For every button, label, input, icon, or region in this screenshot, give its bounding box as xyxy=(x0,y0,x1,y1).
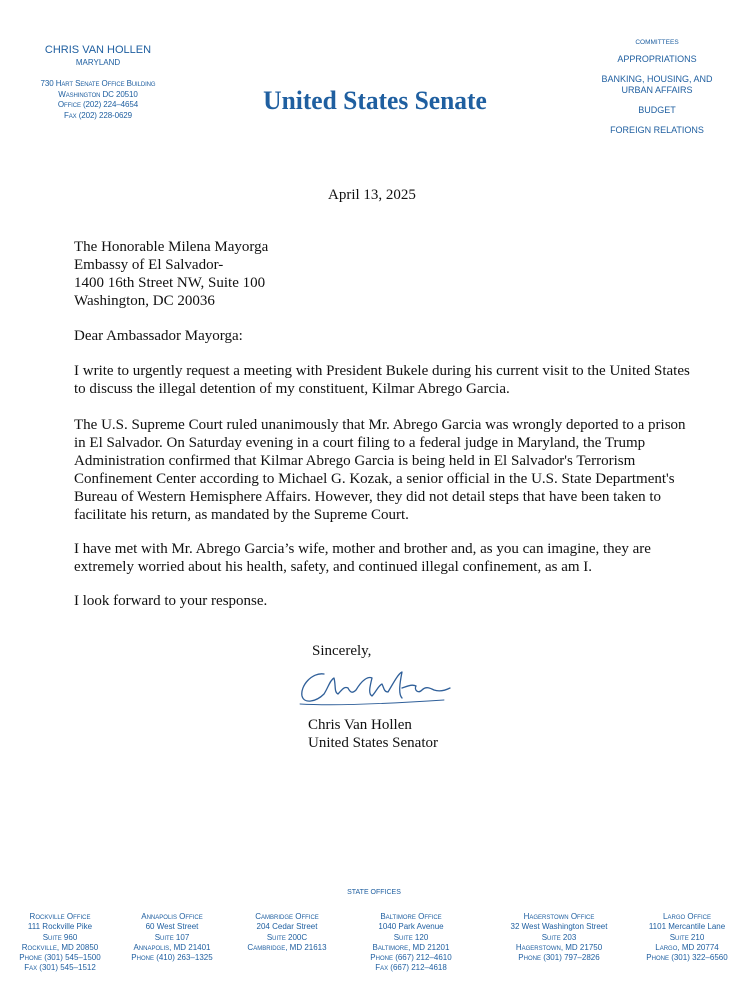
office-line: Phone (667) 212–4610 xyxy=(370,953,452,963)
office-annapolis xyxy=(122,912,222,963)
office-hagerstown xyxy=(496,912,622,963)
body-paragraph: I have met with Mr. Abrego Garcia’s wife, mother and brother and, as you can imagine, they are extremely worried about his health, safety, and continued illegal confinement, as am I. xyxy=(74,541,651,575)
senator-address-line: Washington DC 20510 xyxy=(58,89,138,99)
office-title: Baltimore Office xyxy=(380,912,442,921)
senator-state: MARYLAND xyxy=(75,58,121,67)
office-line: Phone (301) 797–2826 xyxy=(518,953,600,963)
office-title: Annapolis Office xyxy=(141,912,203,921)
office-line: Suite 120 xyxy=(393,932,429,942)
recipient-line: Embassy of El Salvador- xyxy=(74,257,224,273)
office-baltimore xyxy=(361,912,461,974)
senate-masthead: United States Senate xyxy=(263,86,487,115)
office-line: 60 West Street xyxy=(145,922,199,932)
office-largo xyxy=(636,912,738,963)
office-line: Suite 203 xyxy=(541,932,577,942)
office-line: Phone (301) 545–1500 xyxy=(19,953,101,963)
office-line: Baltimore, MD 21201 xyxy=(372,942,450,952)
handwritten-signature xyxy=(294,660,454,710)
office-line: Hagerstown, MD 21750 xyxy=(515,942,603,952)
office-line: 111 Rockville Pike xyxy=(27,922,93,932)
committees-header: COMMITTEES xyxy=(635,39,679,46)
committee-item: BUDGET xyxy=(638,105,676,115)
office-line: Largo, MD 20774 xyxy=(655,942,719,952)
body-paragraph: The U.S. Supreme Court ruled unanimously that Mr. Abrego Garcia was wrongly deported to a prison in El Salvador. On Saturday evening in a court filing to a federal judge in Maryland, the Trump Administration confirmed that Kilmar Abrego Garcia is being held in El Salvador's Terrorism Confinement Center according to Michael G. Kozak, a senior official in the U.S. State Department's Bureau of Western Hemisphere Affairs. However, they did not detail steps that have been taken to facilitate his return, as mandated by the Supreme Court. xyxy=(74,417,686,523)
office-title: Largo Office xyxy=(663,912,711,921)
state-offices-label: STATE OFFICES xyxy=(347,889,401,896)
office-line: Rockville, MD 20850 xyxy=(21,942,99,952)
office-title: Cambridge Office xyxy=(255,912,319,921)
office-line: 32 West Washington Street xyxy=(510,922,608,932)
closing: Sincerely, xyxy=(312,643,372,659)
office-line: 204 Cedar Street xyxy=(256,922,318,932)
office-line: 1101 Mercantile Lane xyxy=(648,922,726,932)
body-paragraph: I write to urgently request a meeting with President Bukele during his current visit to the United States to discuss the illegal detention of my constituent, Kilmar Abrego Garcia. xyxy=(74,363,690,397)
office-line: 1040 Park Avenue xyxy=(378,922,444,932)
senator-name: CHRIS VAN HOLLEN xyxy=(44,44,152,56)
office-line: Cambridge, MD 21613 xyxy=(247,942,327,952)
office-line: Fax (667) 212–4618 xyxy=(375,963,447,973)
office-line: Suite 210 xyxy=(669,932,705,942)
committee-item: APPROPRIATIONS xyxy=(617,54,697,64)
letter-date: April 13, 2025 xyxy=(328,187,416,203)
office-line: Annapolis, MD 21401 xyxy=(133,942,211,952)
senator-letterhead xyxy=(28,44,168,121)
committee-item: FOREIGN RELATIONS xyxy=(610,125,704,135)
recipient-line: The Honorable Milena Mayorga xyxy=(74,239,269,255)
salutation: Dear Ambassador Mayorga: xyxy=(74,328,243,344)
office-title: Rockville Office xyxy=(29,912,91,921)
office-cambridge xyxy=(237,912,337,953)
body-paragraph: I look forward to your response. xyxy=(74,593,268,609)
signer-name: Chris Van Hollen xyxy=(308,717,412,733)
senator-address-line: Office (202) 224–4654 xyxy=(57,100,139,109)
office-line: Fax (301) 545–1512 xyxy=(24,963,96,973)
recipient-address xyxy=(74,238,268,310)
signature-block xyxy=(308,716,438,752)
committees-list xyxy=(572,38,742,145)
senator-address-line: Fax (202) 228-0629 xyxy=(63,110,133,120)
committee-item: BANKING, HOUSING, AND URBAN AFFAIRS xyxy=(601,74,713,95)
office-line: Phone (301) 322–6560 xyxy=(646,953,728,963)
office-rockville xyxy=(10,912,110,974)
recipient-line: 1400 16th Street NW, Suite 100 xyxy=(74,275,266,291)
recipient-line: Washington, DC 20036 xyxy=(74,293,215,309)
signer-title: United States Senator xyxy=(308,735,438,751)
office-title: Hagerstown Office xyxy=(523,912,595,921)
senator-address-line: 730 Hart Senate Office Building xyxy=(40,79,156,88)
office-line: Suite 960 xyxy=(42,932,78,942)
office-line: Suite 200C xyxy=(266,932,308,942)
office-line: Suite 107 xyxy=(154,932,190,942)
office-line: Phone (410) 263–1325 xyxy=(131,953,213,963)
